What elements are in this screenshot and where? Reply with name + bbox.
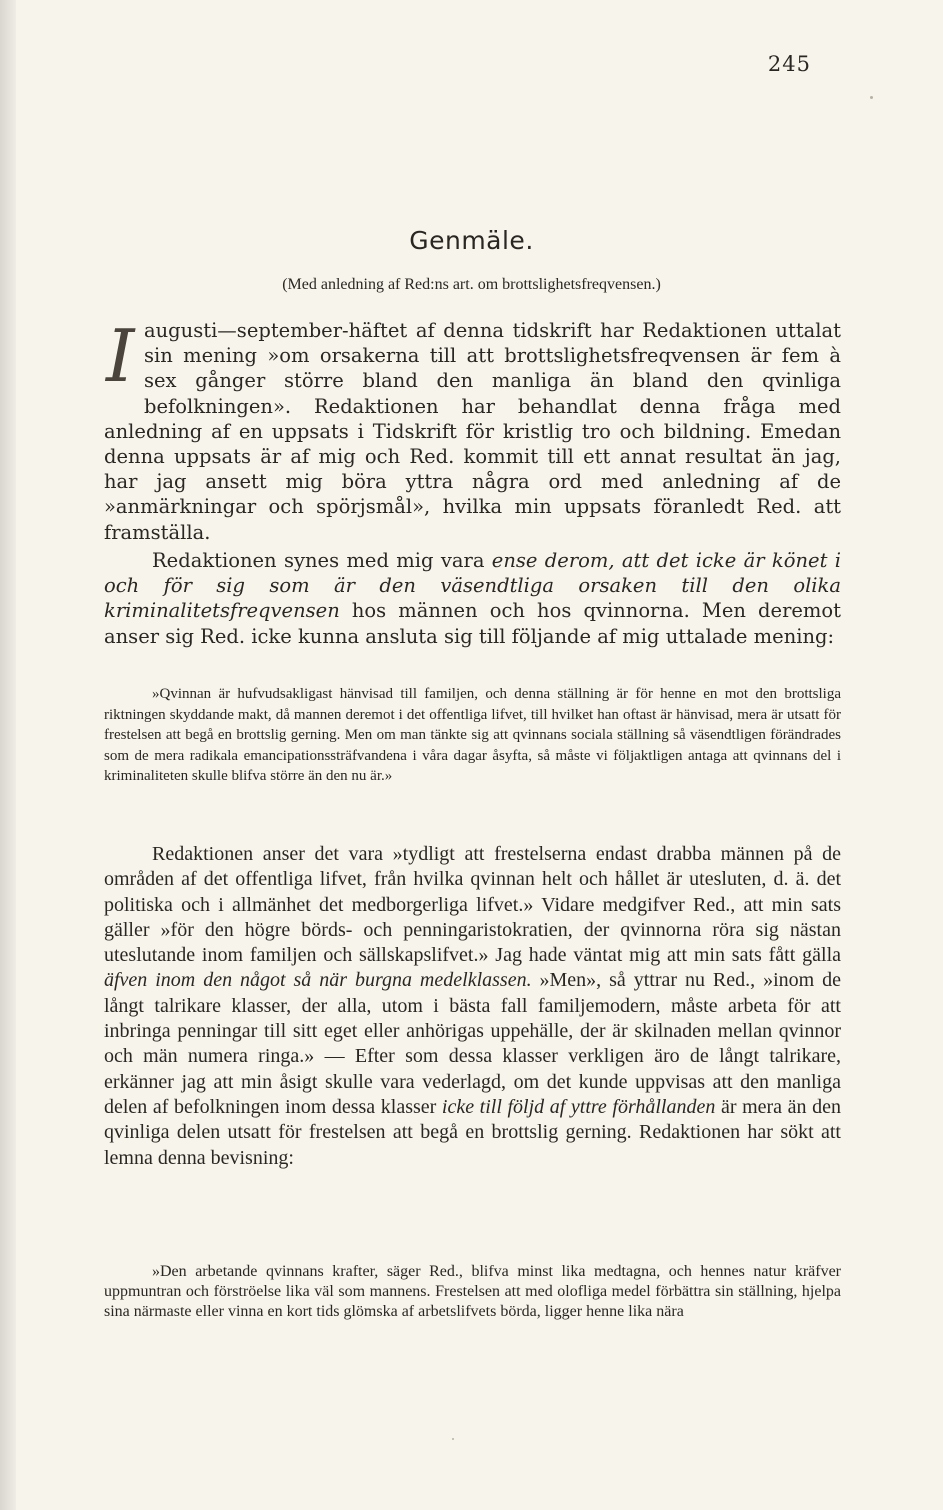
paper-speck xyxy=(452,1438,454,1440)
block-quote-2: »Den arbetande qvinnans krafter, säger Red., blifva minst lika medtagna, och hennes natur kräfver uppmuntran och förströelse lika väl som mannens. Frestelsen att med olofliga medel förbättra sin ställning, hjelpa sina närmaste eller vinna en kort tids glömska af arbetslifvets börda, ligger henne lika nära xyxy=(104,1263,841,1320)
paragraph-2-emphasis: ense derom, att det icke är könet i och för sig som är den väsendtliga orsaken till den olika kriminalitetsfreqvensen xyxy=(104,549,841,623)
drop-cap-initial xyxy=(104,314,140,398)
paragraph-3-emphasis-2: icke till följd af yttre förhållanden xyxy=(441,1095,716,1118)
paragraph-2 xyxy=(104,548,841,649)
page-number: 245 xyxy=(767,52,811,76)
paragraph-3-text-c: är mera än den qvinliga delen utsatt för frestelsen att begå en brottslig gerning. Redaktionen har sökt att lemna denna bevisning: xyxy=(104,1095,841,1169)
paragraph-2-text-a: Redaktionen synes med mig vara xyxy=(152,549,492,572)
paragraph-3-text-a: Redaktionen anser det vara »tydligt att frestelserna endast drabba männen på de områden af det offentliga lifvet, från hvilka qvinnan helt och hållet är utesluten, d. ä. det politiska och i allmänhet det medborgerliga lifvet.» Vidare medgifver Red., att min sats gäller »för den högre börds- och penningaristokratien, der qvinnorna röra sig nästan uteslutande inom familjen och sällskapslifvet.» Jag hade väntat mig att min sats fått gälla xyxy=(104,843,841,967)
block-quote-1: »Qvinnan är hufvudsakligast hänvisad till familjen, och denna ställning är för henne en mot den brottsliga riktningen skyddande makt, då mannen deremot i det offentliga lifvet, till hvilket han oftast är hänvisad, mera är utsatt för frestelsen att begå en brottslig gerning. Men om man tänkte sig att qvinnans sociala ställning så väsendtligen förändrades som de mera radikala emancipationssträfvandena i våra dagar åsyfta, så måste vi följaktligen antaga att qvinnans del i kriminaliteten skulle blifva större än den nu är.» xyxy=(104,686,841,784)
paper-speck xyxy=(870,96,873,99)
paragraph-1 xyxy=(104,314,841,545)
paragraph-3-text-b: »Men», så yttrar nu Red., »inom de långt talrikare klasser, der alla, utom i bästa fall familjemodern, måste arbeta för att inbringa penningar till sitt eget eller anhörigas uppehälle, der är skilnaden mellan qvinnor och män numera ringa.» — Efter som dessa klasser verkligen äro de långt talrikare, erkänner jag att min åsigt skulle vara vederlagd, om det kunde uppvisas att den manliga delen af befolkningen inom dessa klasser xyxy=(104,969,842,1118)
drop-cap-letter: I xyxy=(106,314,135,398)
paragraph-1-text: augusti—september-häftet af denna tidskrift har Redaktionen uttalat sin mening »om orsakerna till att brottslighetsfreqvensen är fem à sex gånger större bland den manliga än bland den qvinliga befolkningen». Redaktionen har behandlat denna fråga med anledning af en uppsats i Tidskrift för kristlig tro och bildning. Emedan denna uppsats är af mig och Red. kommit till ett annat resultat än jag, har jag ansett mig böra yttra några ord med anledning af de »anmärkningar och spörjsmål», hvilka min uppsats föranledt Red. att framställa. xyxy=(104,319,841,544)
paragraph-2-text-b: hos männen och hos qvinnorna. Men deremot anser sig Red. icke kunna ansluta sig till följande af mig uttalade mening: xyxy=(104,599,841,648)
paragraph-3-emphasis-1: äfven inom den något så när burgna medelklassen. xyxy=(104,969,532,992)
paragraph-3 xyxy=(104,842,841,1171)
article-title: Genmäle. xyxy=(409,226,534,255)
article-subtitle: (Med anledning af Red:ns art. om brottslighetsfreqvensen.) xyxy=(282,276,661,293)
